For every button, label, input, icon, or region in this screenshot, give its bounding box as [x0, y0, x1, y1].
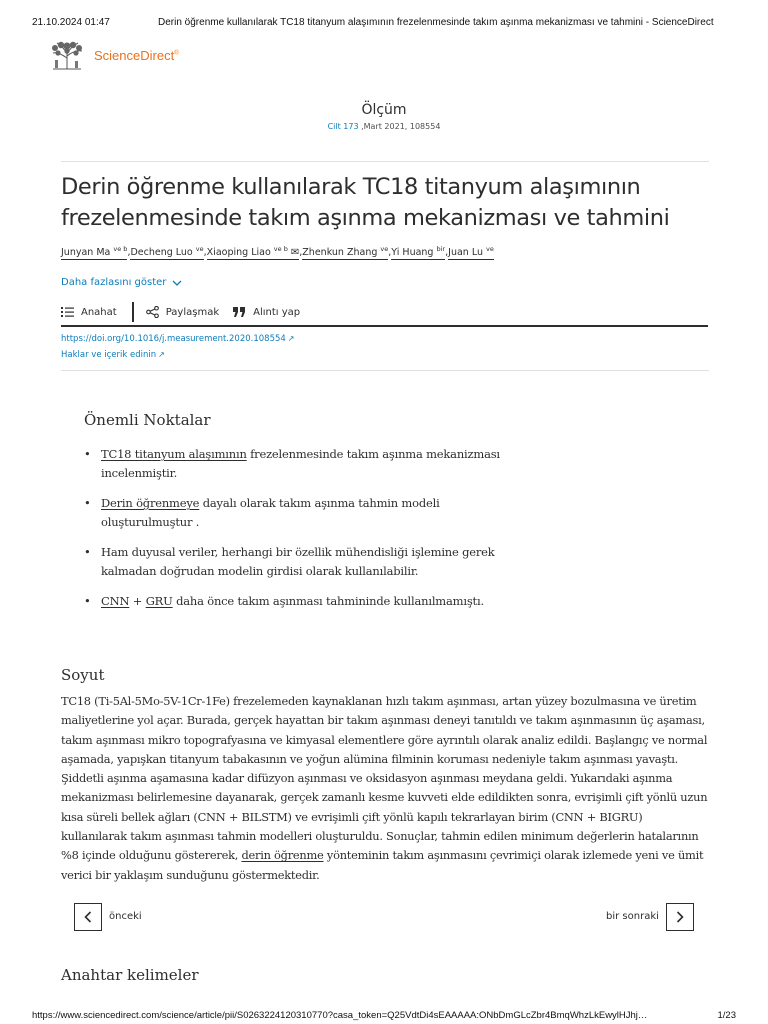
author-link[interactable] [61, 247, 127, 260]
author-name: Yi Huang [391, 247, 434, 259]
bullet: • [84, 496, 91, 510]
chevron-left-icon [84, 911, 92, 923]
share-label: Paylaşmak [165, 306, 220, 318]
outline-button[interactable] [61, 307, 117, 318]
author-affiliation: ve [380, 245, 389, 253]
brand-name: ScienceDirect® [94, 47, 179, 63]
author-affiliation: ve b [113, 245, 128, 253]
highlight-text: dayalı olarak takım aşınma tahmin modeli oluşturulmuştur . [101, 496, 440, 529]
chevron-right-icon [676, 911, 684, 923]
share-button[interactable] [146, 306, 219, 318]
author-link[interactable] [391, 247, 445, 260]
author-affiliation: bir [436, 245, 446, 253]
next-button[interactable] [666, 903, 694, 931]
deep-learning-link[interactable]: derin öğrenme [241, 848, 324, 863]
author-link[interactable] [130, 247, 203, 260]
outline-label: Anahat [81, 306, 117, 318]
abstract-title: Soyut [61, 666, 105, 684]
article-title: Derin öğrenme kullanılarak TC18 titanyum alaşımının frezelenmesinde takım aşınma mekanizması ve tahmini [61, 174, 670, 231]
author-name: Zhenkun Zhang [302, 247, 378, 259]
quote-icon [233, 307, 246, 317]
toolbar-divider [61, 325, 708, 327]
cite-label: Alıntı yap [253, 306, 301, 318]
highlight-item [84, 592, 514, 611]
article-toolbar [61, 302, 300, 322]
share-icon [146, 306, 159, 318]
highlight-link[interactable]: GRU [145, 594, 173, 608]
keywords-title: Anahtar kelimeler [61, 966, 199, 984]
divider [61, 161, 709, 162]
highlight-item [84, 494, 514, 532]
print-page-number: 1/23 [717, 1010, 736, 1021]
highlight-text: frezelenmesinde takım aşınma mekanizması incelenmiştir. [101, 447, 500, 480]
list-icon [61, 307, 74, 317]
abstract-text: TC18 (Ti-5Al-5Mo-5V-1Cr-1Fe) frezelemeden kaynaklanan hızlı takım aşınması, artan yüzey bozulmasına ve üretim maliyetlerine yol açar. Burada, gerçek hayattan bir takım aşınması deneyi tanıtıldı ve takım aşınmasının üç aşaması, takım aşınması mikro topografyasına ve kimyasal elementlere göre ayrıntılı olarak analiz edildi. Başlangıç ve normal aşamada, yapışkan titanyum tabakasının ve yoğun alümina filminin koruması nedeniyle takım aşınması yavaştı. Şiddetli aşınma aşamasına kadar difüzyon aşınması ve oksidasyon aşınması meydana geldi. Yukarıdaki aşınma mekanizması belirlemesine dayanarak, gerçek zamanlı kesme kuvveti elde edildikten sonra, evrişimli çift yönlü uzun kısa süreli bellek ağları (CNN + BILSTM) ve evrişimli çift yönlü kapılı tekrarlayan birim (CNN + BIGRU) kullanılarak takım aşınması tahmin modelleri oluşturuldu. Sonuçlar, tahmin edilen minimum değerlerin hatalarının %8 içinde olduğunu göstererek, derin öğrenme yönteminin takım aşınmasını çevrimiçi olarak izlemede yeni ve ümit verici bir yaklaşım sunduğunu göstermektedir. [61, 694, 708, 882]
previous-label[interactable]: önceki [109, 911, 142, 922]
toolbar-separator [132, 302, 134, 322]
doi-link[interactable]: https://doi.org/10.1016/j.measurement.2020.108554 ↗ [61, 334, 295, 344]
author-link[interactable] [207, 247, 300, 260]
volume-link[interactable]: Cilt 173 [327, 122, 359, 131]
highlight-text: + [129, 594, 146, 608]
author-list: Junyan Ma $^{ve b}$,Decheng Luo $^{ve}$,Xiaoping Liao $^{ve b}$ ✉,Zhenkun Zhang $^{ve}$,Yi Huang $^{bir}$,Juan Lu $^{ve}$ [61, 245, 494, 259]
author-link[interactable] [448, 247, 494, 260]
author-name: Junyan Ma [61, 247, 111, 259]
external-link-icon: ↗ [158, 350, 165, 359]
author-name: Decheng Luo [130, 247, 193, 259]
chevron-down-icon [172, 280, 182, 286]
author-name: Xiaoping Liao [206, 247, 271, 259]
rights-link[interactable]: Haklar ve içerik edinin ↗ [61, 350, 165, 360]
show-more-button[interactable]: Daha fazlasını göster [61, 277, 182, 288]
elsevier-tree-icon [49, 40, 85, 70]
divider [61, 370, 709, 371]
highlight-link[interactable]: Derin öğrenmeye [101, 496, 200, 510]
highlights-title: Önemli Noktalar [84, 411, 211, 429]
print-url: https://www.sciencedirect.com/science/article/pii/S0263224120310770?casa_token=Q25VdtDi4sEAAAAA:ONbDmGLcZbr4BmqWhzLkEwylHJhj… [32, 1010, 648, 1021]
highlight-link[interactable]: TC18 titanyum alaşımının [101, 447, 247, 461]
journal-name[interactable]: Ölçüm [361, 102, 407, 118]
journal-issue: Cilt 173 ,Mart 2021, 108554 [327, 122, 441, 131]
envelope-icon: ✉ [290, 247, 300, 259]
bullet: • [84, 594, 91, 608]
highlight-text: Ham duyusal veriler, herhangi bir özellik mühendisliği işlemine gerek kalmadan doğrudan modelin girdisi olarak kullanılabilir. [101, 545, 495, 578]
external-link-icon: ↗ [287, 334, 295, 343]
author-affiliation: ve b [273, 245, 288, 253]
author-link[interactable] [302, 247, 388, 260]
print-date: 21.10.2024 01:47 [32, 17, 110, 28]
cite-button[interactable] [233, 307, 300, 318]
author-affiliation: ve [486, 245, 494, 253]
bullet: • [84, 447, 91, 461]
sciencedirect-logo[interactable] [49, 40, 179, 70]
bullet: • [84, 545, 91, 559]
next-label[interactable]: bir sonraki [606, 911, 659, 922]
author-name: Juan Lu [448, 247, 483, 259]
highlights-list [84, 445, 514, 622]
author-affiliation: ve [195, 245, 204, 253]
print-title: Derin öğrenme kullanılarak TC18 titanyum alaşımının frezelenmesinde takım aşınma mekanizması ve tahmini - ScienceDirect [158, 17, 714, 28]
highlight-item [84, 543, 514, 581]
highlight-item [84, 445, 514, 483]
highlight-link[interactable]: CNN [101, 594, 130, 608]
highlight-text: daha önce takım aşınması tahmininde kullanılmamıştı. [172, 594, 484, 608]
previous-button[interactable] [74, 903, 102, 931]
journal-info [0, 102, 768, 131]
